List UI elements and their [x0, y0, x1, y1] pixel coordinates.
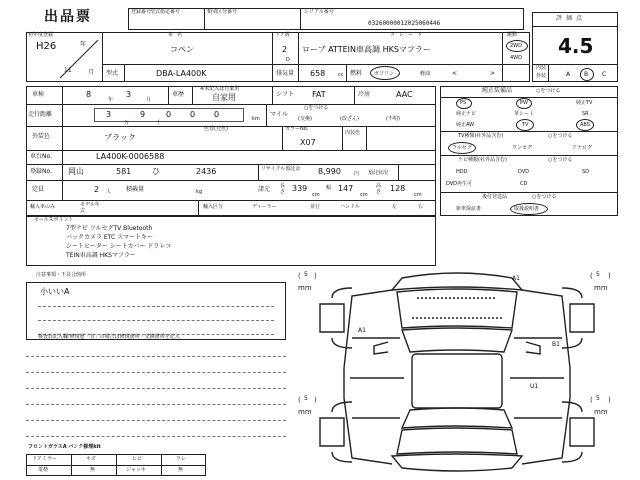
tv-kind-title: TV種類(社外品含む) — [458, 133, 504, 139]
year-unit: 年 — [80, 41, 87, 48]
color-value: ブラック — [104, 133, 136, 142]
equip-pw: PW — [520, 100, 528, 106]
sales-line-2: バックカメラ ETC スマートキー — [66, 234, 153, 241]
post-inst-title: 後付発送品 — [482, 194, 508, 200]
equip-pw-circle — [516, 98, 532, 109]
equipment-hint: ○をつける — [536, 88, 561, 94]
navi-dvd-play: DVD再生可 — [446, 181, 473, 187]
capacity-label: 定員 — [32, 186, 45, 193]
car-name: コペン — [170, 45, 194, 54]
interior-grade-a: A — [566, 71, 571, 78]
svg-text:(: ( — [298, 272, 301, 280]
plate-region: 岡山 — [68, 167, 84, 176]
grade-b-circle — [580, 68, 594, 81]
tread-fl: 5 — [304, 271, 308, 278]
ws-h-mirror: ドアミラー — [32, 456, 57, 462]
deposit-label: 預託状況 — [368, 170, 389, 176]
grade-box-label: 評価点 — [556, 15, 587, 22]
load-label: 積載量 — [126, 186, 145, 193]
ws-h-break: ワレ — [176, 456, 187, 462]
navi-cd: CD — [520, 181, 528, 187]
svg-text:mm: mm — [594, 408, 608, 416]
equip-sr: SR — [582, 111, 589, 117]
post-warranty: 新車保証書 — [456, 206, 482, 212]
post-manual-circle — [510, 203, 548, 215]
mileage-modify: (改ざん) — [340, 116, 359, 122]
fuel-gas-circle — [370, 66, 400, 80]
drive-2wd-circle — [506, 40, 528, 52]
model-year-label: モデル年式 — [80, 202, 100, 214]
plate-num1: 581 — [116, 167, 132, 176]
sales-line-3: シートヒーター シートカバー ドラレコ — [66, 243, 172, 250]
import-parallel: 並行 — [310, 204, 321, 210]
width-value: 147 — [338, 184, 354, 193]
shift-value: FAT — [312, 90, 326, 99]
width-label: 幅 — [326, 185, 332, 191]
sales-line-1: 7型ナビ フルセグTV Bluetooth — [66, 225, 153, 232]
mileage-mile: マイル — [270, 111, 288, 118]
tread-rl: 5 — [304, 395, 308, 402]
svg-text:(: ( — [590, 272, 593, 280]
sales-title: セールスポイント — [34, 217, 74, 223]
category-label: 類別区分番号 — [207, 9, 238, 15]
recycle-unit: 円 — [354, 171, 360, 177]
plate-kana: ひ — [152, 167, 160, 176]
color-code: X07 — [300, 138, 316, 147]
length-value: 339 — [292, 184, 308, 193]
tv-fullseg: フルセグ — [452, 145, 472, 151]
svg-text:mm: mm — [594, 284, 608, 292]
inspection-month: 3 — [126, 90, 132, 99]
tv-analog: アナログ — [572, 145, 593, 151]
mileage-digit-2: 9 — [140, 110, 146, 119]
tv-oneseg: ワンセグ — [512, 145, 533, 151]
equip-navi: 純正ナビ — [456, 111, 477, 117]
tv-fullseg-circle — [448, 142, 476, 154]
navi-kind-title: ナビ種類(社外品含む) — [458, 157, 507, 163]
fuel-label: 燃料 — [350, 70, 363, 77]
grade-value: ローブ ATTEIN車高調 HKSマフラー — [302, 45, 431, 54]
class-label: 型式指定番号 — [150, 9, 181, 15]
tread-fr: 5 — [596, 271, 600, 278]
mileage-digit-3: 0 — [166, 110, 172, 119]
mileage-digit-4: 0 — [190, 110, 196, 119]
import-left: 左 — [392, 204, 398, 210]
height-value: 128 — [390, 184, 406, 193]
mileage-digit-1: 3 — [106, 110, 112, 119]
chassis-value: LA400K-0006588 — [96, 152, 165, 161]
interior-grade-c: C — [602, 71, 607, 78]
mileage-digit-5: 0 — [214, 110, 220, 119]
exterior-grade-label: 外装 — [536, 73, 547, 79]
history-value: 自家用 — [212, 93, 236, 102]
length-label: 長さ — [280, 183, 286, 195]
height-label: 高さ — [376, 183, 382, 195]
car-diagram — [292, 268, 622, 478]
car-name-label: 車名 — [168, 32, 187, 38]
equip-ps-circle — [456, 98, 472, 109]
year-era: H26 — [36, 41, 57, 52]
navi-kind-hint: ○をつける — [548, 157, 573, 163]
svg-text:mm: mm — [298, 408, 312, 416]
damage-a1-front: A1 — [512, 275, 520, 282]
ws-h-crack: ヒビ — [132, 456, 143, 462]
capacity-unit: 人 — [106, 189, 112, 195]
tread-rr: 5 — [596, 395, 600, 402]
damage-b1-right: B1 — [552, 341, 560, 348]
plate-num2: 2436 — [196, 167, 217, 176]
month-unit: 月 — [88, 69, 95, 76]
mileage-unknown: (不明) — [386, 116, 400, 122]
ws-v-scratch: 無 — [90, 467, 96, 473]
history-label: 車歴 — [172, 91, 185, 98]
recycle-label: リサイクル預託金 — [261, 166, 301, 172]
inspection-month-unit: 月 — [146, 97, 152, 103]
import-kubun: 輸入区分 — [203, 204, 224, 210]
drive-label: 駆動 — [507, 32, 518, 38]
aircon-label: 冷房 — [358, 91, 371, 98]
score-value: 4.5 — [558, 34, 594, 58]
serial-label: シリアル番号 — [304, 9, 334, 15]
model-label: 型式 — [106, 70, 119, 77]
mileage-change: (交換) — [298, 116, 312, 122]
dims-label: 諸元 — [258, 186, 271, 193]
equip-abs-circle — [576, 119, 594, 131]
navi-hdd: HDD — [456, 169, 468, 175]
equipment-title: 純正装備品 — [482, 87, 513, 94]
svg-text:(: ( — [590, 396, 593, 404]
interior-grade-b: B — [584, 71, 589, 78]
drive-2wd: 2WD — [510, 43, 522, 49]
import-right: 右 — [418, 204, 424, 210]
page-title: 出品票 — [44, 9, 92, 25]
inspection-label: 車検 — [32, 91, 45, 98]
svg-text:): ) — [608, 272, 611, 280]
inspection-year-unit: 年 — [108, 97, 114, 103]
color-code-label: カラーNo. — [285, 126, 309, 132]
navi-dvd: DVD — [518, 169, 530, 175]
reg-no-label: 登録番号 — [131, 9, 152, 15]
damage-a1-left: A1 — [358, 327, 366, 334]
equip-ps: PS — [460, 100, 467, 106]
load-unit: kg — [196, 189, 203, 195]
mileage-label: 走行距離 — [28, 111, 53, 118]
svg-text:): ) — [608, 396, 611, 404]
mileage-thou: 千 — [156, 120, 162, 126]
shift-label: シフト — [276, 91, 295, 98]
svg-text:): ) — [314, 396, 317, 404]
damage-u1-right: U1 — [530, 383, 539, 390]
door-d: D — [286, 57, 290, 63]
repair-title: 検査員記入欄:修復歴「有」の場合は修復箇所・交換箇所を記入 — [38, 334, 180, 340]
aircon-value: AAC — [396, 90, 413, 99]
year-label: 初年度登録 — [28, 32, 54, 38]
interior-grade-label: 内装 — [536, 65, 547, 71]
inspection-year: 8 — [86, 90, 92, 99]
ws-h-scratch: キズ — [86, 456, 96, 462]
equip-leather: 革シート — [514, 111, 535, 117]
navi-sd: SD — [582, 169, 590, 175]
recycle-value: 8,990 — [318, 167, 341, 176]
import-dealer: ディーラー — [252, 204, 277, 210]
post-inst-hint: ○をつける — [532, 194, 557, 200]
fuel-light: 軽油 — [420, 71, 431, 77]
displacement-unit: cc — [338, 72, 344, 78]
equip-abs: ABS — [580, 122, 590, 128]
import-label: 輸入車のみ — [30, 204, 56, 210]
ws-v-break: 無 — [178, 467, 184, 473]
model-value: DBA-LA400K — [156, 69, 207, 78]
color-change-label: 色替(元色) — [204, 126, 228, 132]
sales-line-4: TEIN車高調 HKSマフラー — [66, 252, 136, 259]
color-label: 外装色 — [32, 133, 51, 140]
year-month: 11 — [64, 67, 72, 74]
ws-v-crack: ジャッキ — [126, 467, 146, 473]
displacement-value: 658 — [310, 69, 326, 78]
equip-tv: 純正TV — [576, 100, 593, 106]
drive-4wd: 4WD — [510, 55, 522, 61]
spec-table — [26, 86, 436, 216]
equip-aw: 純正AW — [456, 122, 475, 128]
notes-value: 小いいA — [40, 287, 70, 296]
windshield-title: フロントガラスA バンク修理kit — [28, 444, 101, 450]
interior-color-label: 内装色 — [345, 130, 361, 136]
serial-value: 03260000012025060446 — [368, 20, 441, 27]
equip-tv2-circle — [516, 119, 534, 131]
svg-text:mm: mm — [298, 284, 312, 292]
ws-v-mirror: 電格 — [38, 467, 49, 473]
mileage-man: 万 — [124, 120, 130, 126]
fuel-gas: ガソリン — [374, 71, 395, 77]
door-label: ドア数 — [275, 32, 290, 38]
svg-text:(: ( — [298, 396, 301, 404]
import-handle: ハンドル — [340, 204, 361, 210]
grade-label: グレード — [390, 32, 427, 38]
notes-title: 注意事項・不具合箇所 — [36, 272, 87, 278]
displacement-label: 排気量 — [276, 70, 295, 77]
door-count: 2 — [282, 45, 288, 54]
plate-label: 登録No. — [30, 168, 52, 175]
svg-text:): ) — [314, 272, 317, 280]
height-unit: cm — [414, 192, 422, 198]
post-manual: 取扱説明書 — [514, 206, 540, 212]
capacity-value: 2 — [94, 185, 100, 194]
equip-tv2: TV — [522, 122, 529, 128]
width-unit: cm — [360, 192, 368, 198]
mileage-km: km — [252, 116, 260, 122]
length-unit: cm — [312, 192, 320, 198]
tv-kind-hint: ○をつける — [548, 133, 573, 139]
chassis-label: 車台No. — [30, 153, 52, 160]
